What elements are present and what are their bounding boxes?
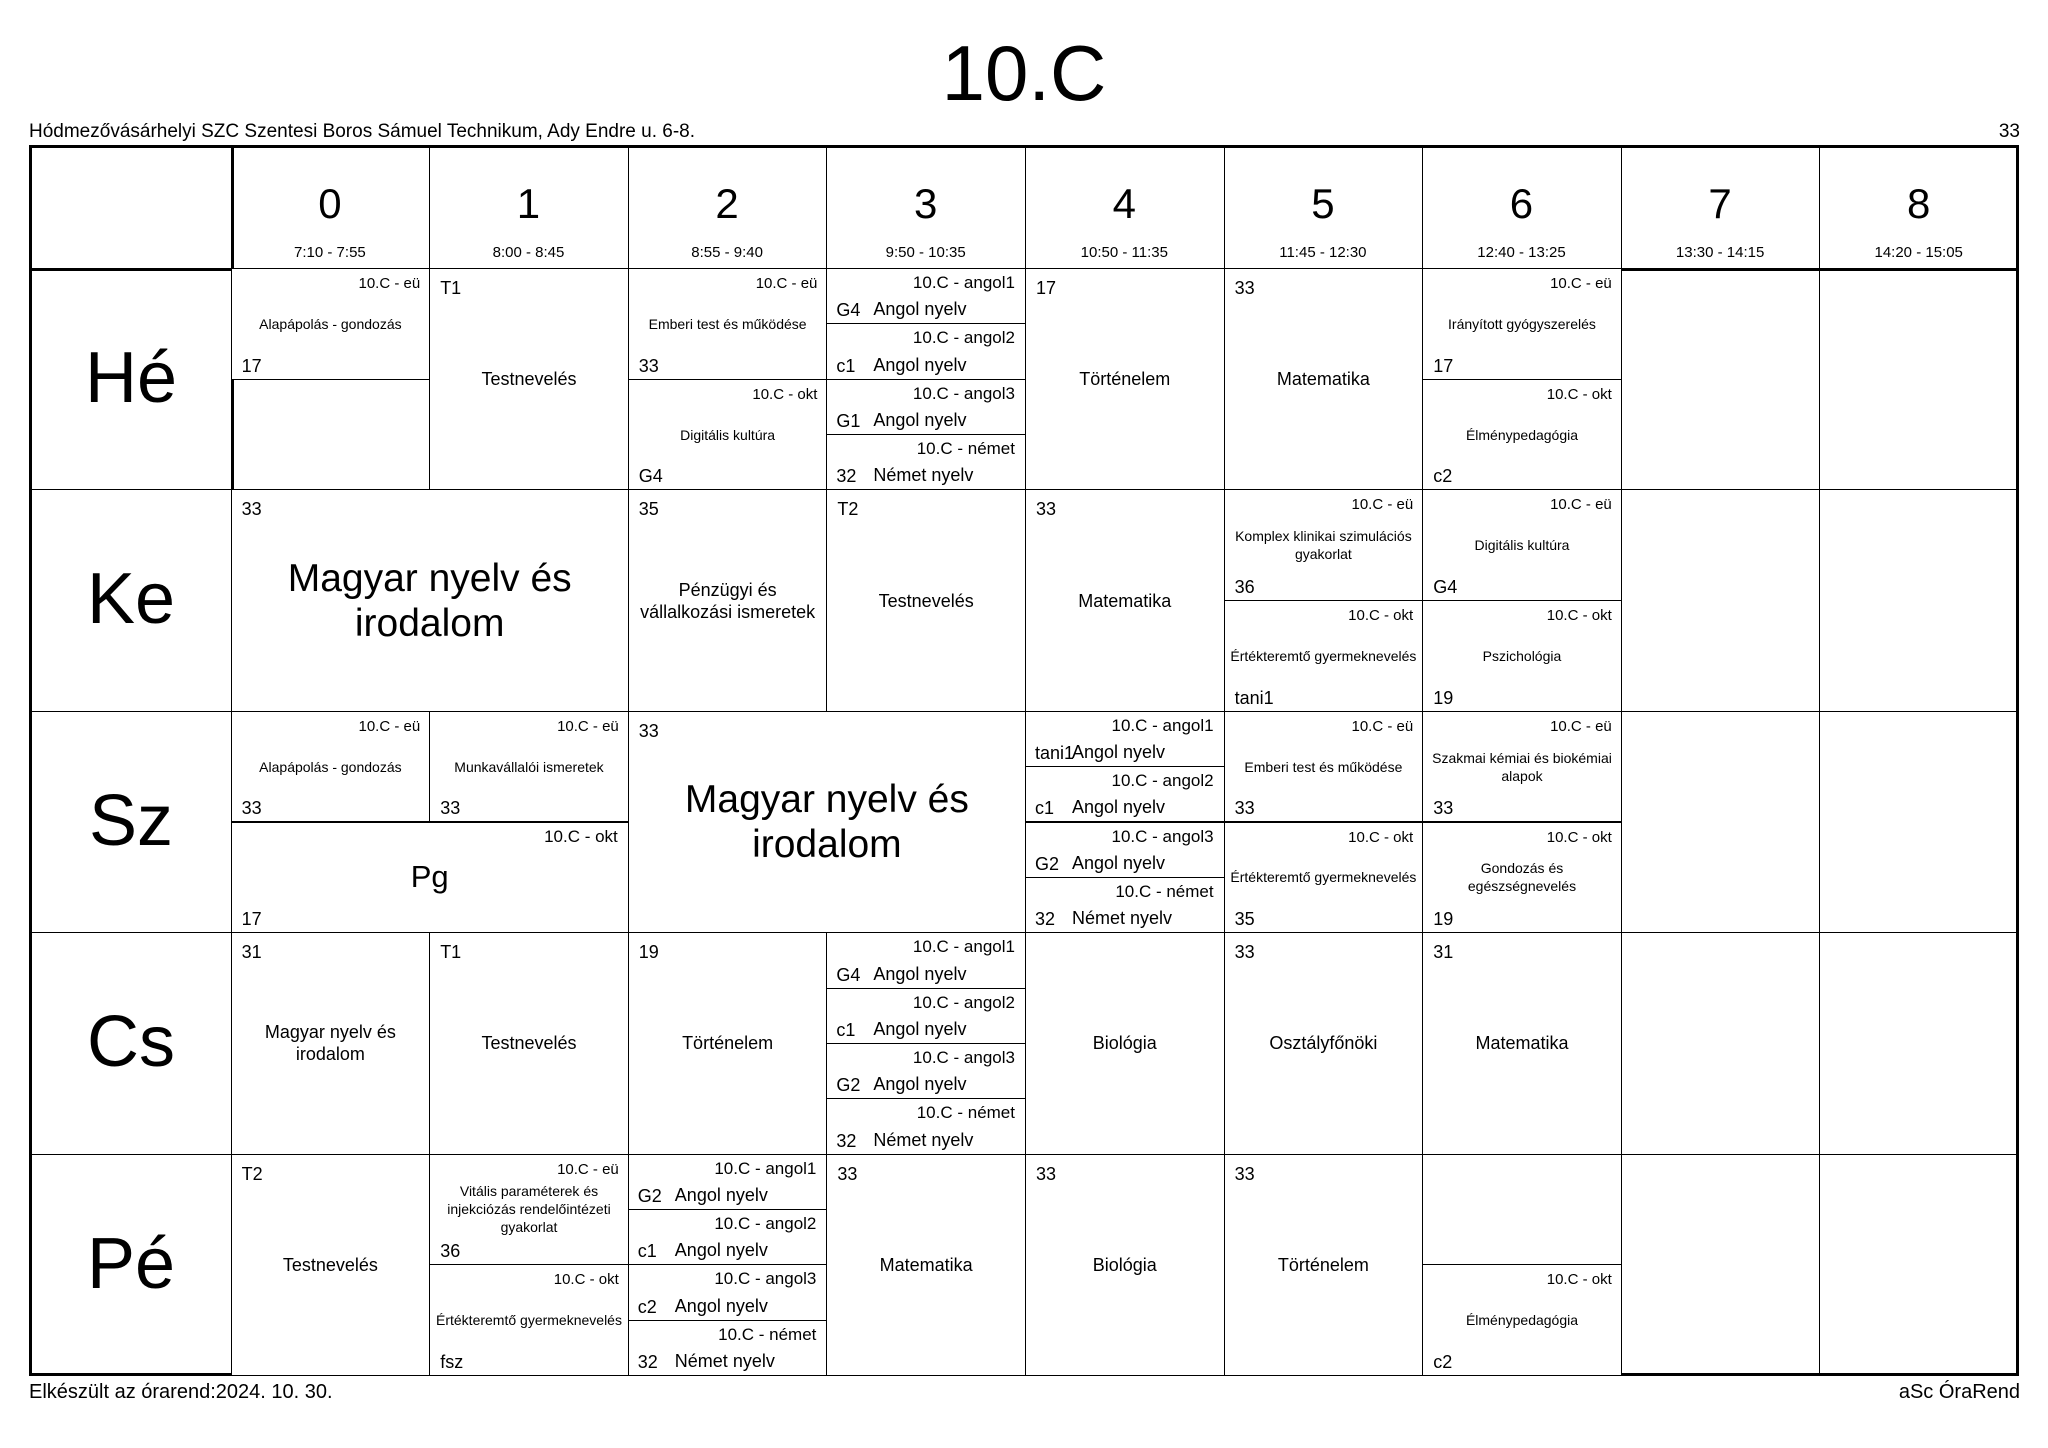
day-label: Sz [88, 780, 174, 861]
period-number: 6 [1509, 180, 1534, 227]
lesson-cell [1025, 932, 1225, 1154]
period-time: 9:50 - 10:35 [885, 244, 966, 261]
lesson-cell [1224, 489, 1424, 601]
lesson-subject: Angol nyelv [1072, 797, 1166, 818]
lesson-room: 32 [836, 466, 857, 487]
lesson-room: 33 [1433, 798, 1454, 819]
lesson-subject: Angol nyelv [873, 354, 967, 375]
lesson-cell [1025, 1154, 1225, 1376]
lesson-cell [826, 1154, 1026, 1376]
lesson-cell [1025, 268, 1225, 490]
period-number: 5 [1311, 180, 1335, 227]
lesson-cell [628, 1264, 828, 1320]
lesson-subject: Értékteremtő gyermeknevelés [1230, 647, 1417, 664]
lesson-subject: Matematika [879, 1254, 973, 1275]
lesson-cell [1422, 379, 1622, 491]
lesson-subject: Élménypedagógia [1465, 1312, 1579, 1329]
lesson-cell [1025, 711, 1225, 767]
lesson-cell [429, 711, 629, 823]
school-name: Hódmezővásárhelyi SZC Szentesi Boros Sámuel Technikum, Ady Endre u. 6-8. [29, 121, 696, 142]
lesson-subject: Digitális kultúra [680, 426, 776, 443]
lesson-group: 10.C - német [718, 1324, 817, 1344]
day-label: Hé [84, 338, 178, 418]
period-number: 7 [1708, 180, 1732, 227]
lesson-cell [1224, 822, 1424, 934]
period-time: 7:10 - 7:55 [294, 244, 366, 261]
lesson-subject: Irányított gyógyszerelés [1448, 315, 1596, 332]
period-header [628, 148, 827, 268]
lesson-group: 10.C - okt [1546, 828, 1612, 846]
lesson-cell [826, 1098, 1026, 1154]
period-header [1422, 148, 1621, 268]
period-time: 13:30 - 14:15 [1675, 244, 1765, 261]
lesson-subject: Testnevelés [481, 369, 577, 390]
lesson-room: c2 [1433, 1351, 1453, 1372]
lesson-room: 33 [638, 355, 659, 376]
lesson-subject: Angol nyelv [674, 1295, 768, 1316]
lesson-room: G2 [637, 1185, 662, 1206]
lesson-cell [628, 489, 828, 711]
lesson-cell [231, 268, 431, 380]
lesson-group: 10.C - német [916, 1103, 1015, 1123]
lesson-room: 33 [1234, 942, 1255, 963]
lesson-room: T1 [440, 278, 462, 298]
lesson-group: 10.C - eü [1550, 275, 1612, 292]
period-time: 8:00 - 8:45 [492, 244, 565, 261]
lesson-room: 33 [1234, 1163, 1255, 1184]
lesson-subject: Alapápolás - gondozás [259, 758, 402, 775]
lesson-cell [429, 268, 629, 490]
lesson-subject: Biológia [1092, 1254, 1157, 1275]
lesson-room: 17 [1433, 355, 1454, 376]
period-number: 1 [516, 180, 541, 227]
lesson-group: 10.C - német [1115, 881, 1214, 901]
period-number: 2 [715, 180, 739, 227]
lesson-cell [1422, 1264, 1622, 1376]
lesson-group: 10.C - angol1 [714, 1158, 817, 1178]
day-label: Ke [86, 559, 176, 640]
lesson-room: 32 [637, 1351, 658, 1372]
lesson-group: 10.C - okt [544, 826, 618, 846]
home-room-number: 33 [1998, 121, 2020, 142]
lesson-cell [628, 1320, 828, 1376]
lesson-cell [628, 379, 828, 491]
lesson-subject: Komplex klinikai szimulációs gyakorlat [1235, 528, 1412, 563]
period-number: 8 [1907, 180, 1931, 227]
lesson-room: T2 [837, 499, 859, 520]
lesson-subject: Történelem [1277, 1254, 1369, 1275]
lesson-group: 10.C - eü [1550, 496, 1612, 514]
lesson-room: 36 [1234, 577, 1255, 598]
lesson-subject: Angol nyelv [1072, 742, 1166, 763]
lesson-cell [1224, 932, 1424, 1154]
lesson-group: 10.C - német [916, 439, 1015, 459]
lesson-subject: Gondozás és egészségnevelés [1467, 860, 1577, 895]
lesson-subject: Élménypedagógia [1465, 426, 1579, 443]
lesson-room: 33 [440, 798, 461, 819]
lesson-subject: Angol nyelv [873, 299, 967, 320]
lesson-subject: Magyar nyelv és irodalom [287, 556, 572, 645]
lesson-room: G2 [1035, 853, 1060, 874]
lesson-subject: Angol nyelv [873, 410, 967, 431]
lesson-subject: Német nyelv [873, 1129, 974, 1150]
lesson-group: 10.C - angol1 [1111, 715, 1214, 735]
lesson-cell [429, 1264, 629, 1376]
lesson-cell [429, 1154, 629, 1266]
lesson-room: T1 [440, 942, 462, 963]
lesson-cell [1224, 1154, 1424, 1376]
lesson-group: 10.C - okt [752, 385, 818, 403]
lesson-cell [1422, 489, 1622, 601]
lesson-subject: Pénzügyi és vállalkozási ismeretek [640, 579, 816, 622]
lesson-room: 36 [440, 1241, 461, 1262]
lesson-group: 10.C - okt [1546, 607, 1612, 625]
lesson-room: 33 [1234, 798, 1255, 819]
lesson-cell [429, 932, 629, 1154]
lesson-room: c1 [836, 355, 856, 376]
lesson-room: tani1 [1035, 743, 1075, 764]
period-time: 14:20 - 15:05 [1874, 244, 1963, 261]
period-number: 4 [1112, 180, 1136, 227]
lesson-cell [826, 379, 1026, 435]
lesson-room: c1 [637, 1241, 657, 1262]
lesson-room: 33 [638, 720, 659, 741]
lesson-room: c1 [836, 1019, 856, 1040]
lesson-subject: Alapápolás - gondozás [259, 315, 402, 332]
lesson-cell [826, 489, 1026, 711]
lesson-subject: Testnevelés [878, 590, 974, 611]
lesson-cell [1422, 822, 1622, 934]
lesson-cell [826, 932, 1026, 988]
lesson-subject: Angol nyelv [873, 1018, 967, 1039]
created-date: Elkészült az órarend:2024. 10. 30. [29, 1381, 333, 1403]
lesson-room: 19 [1433, 687, 1454, 708]
lesson-cell [1025, 489, 1225, 711]
lesson-room: 17 [241, 909, 262, 930]
lesson-group: 10.C - eü [557, 717, 619, 735]
lesson-cell [231, 1154, 431, 1376]
lesson-group: 10.C - angol3 [912, 1047, 1015, 1067]
lesson-cell [231, 711, 431, 823]
lesson-room: 33 [241, 798, 262, 819]
timetable-grid [29, 145, 2019, 1376]
period-header [1621, 148, 1820, 268]
lesson-cell [826, 1043, 1026, 1099]
lesson-group: 10.C - angol2 [1111, 771, 1214, 791]
timetable-title: 10.C [941, 29, 1107, 117]
lesson-subject: Angol nyelv [674, 1240, 768, 1261]
lesson-room: c1 [1035, 798, 1055, 819]
lesson-room: G4 [836, 300, 861, 321]
period-time: 11:45 - 12:30 [1279, 244, 1367, 261]
lesson-group: 10.C - eü [358, 717, 421, 735]
lesson-room: G4 [836, 964, 861, 985]
lesson-group: 10.C - angol2 [912, 992, 1015, 1012]
lesson-room: 32 [836, 1130, 857, 1151]
lesson-group: 10.C - okt [1546, 385, 1612, 403]
lesson-group: 10.C - okt [1348, 828, 1414, 846]
lesson-subject: Matematika [1475, 1033, 1569, 1054]
lesson-group: 10.C - angol3 [1111, 826, 1214, 846]
lesson-room: 17 [1036, 278, 1057, 298]
lesson-cell [628, 1154, 828, 1210]
lesson-room: 35 [638, 499, 659, 520]
lesson-group: 10.C - okt [1546, 1271, 1612, 1289]
lesson-group: 10.C - eü [755, 275, 818, 292]
lesson-cell [826, 434, 1026, 490]
lesson-subject: Biológia [1092, 1033, 1157, 1054]
lesson-room: 31 [1433, 942, 1454, 963]
lesson-subject: Német nyelv [1072, 908, 1173, 929]
lesson-cell [628, 268, 828, 380]
period-header [429, 148, 628, 268]
period-header [1819, 148, 2018, 268]
lesson-group: 10.C - eü [557, 1160, 619, 1178]
lesson-group: 10.C - angol3 [714, 1269, 817, 1289]
lesson-room: G4 [1433, 577, 1458, 598]
lesson-cell [628, 1209, 828, 1265]
lesson-group: 10.C - eü [1351, 496, 1414, 514]
lesson-subject: Emberi test és működése [1244, 758, 1403, 775]
lesson-room: 33 [1036, 1163, 1057, 1184]
lesson-subject: Történelem [1079, 369, 1171, 390]
lesson-cell [826, 323, 1026, 379]
lesson-subject: Testnevelés [481, 1033, 577, 1054]
period-header [826, 148, 1025, 268]
lesson-cell [628, 932, 828, 1154]
lesson-subject: Matematika [1078, 590, 1172, 611]
lesson-cell [1025, 877, 1225, 933]
lesson-cell [1422, 268, 1622, 380]
lesson-cell [231, 489, 629, 711]
lesson-subject: Értékteremtő gyermeknevelés [436, 1312, 622, 1329]
lesson-subject: Digitális kultúra [1474, 537, 1570, 554]
lesson-subject: Magyar nyelv és irodalom [684, 777, 969, 866]
lesson-subject: Történelem [682, 1033, 774, 1054]
lesson-room: 19 [638, 942, 659, 963]
lesson-subject: Német nyelv [674, 1350, 775, 1371]
lesson-subject: Matematika [1276, 369, 1370, 390]
lesson-subject: Magyar nyelv és irodalom [264, 1022, 396, 1065]
lesson-subject: Pg [410, 859, 449, 895]
lesson-cell [1422, 711, 1622, 823]
lesson-group: 10.C - eü [1550, 717, 1612, 735]
lesson-cell [231, 822, 629, 934]
lesson-group: 10.C - eü [358, 275, 421, 292]
period-time: 10:50 - 11:35 [1080, 244, 1168, 261]
lesson-cell [826, 988, 1026, 1044]
period-header [231, 148, 430, 268]
lesson-room: 33 [1036, 499, 1057, 520]
period-time: 8:55 - 9:40 [691, 244, 763, 261]
lesson-room: 17 [241, 355, 262, 376]
period-header [1025, 148, 1224, 268]
lesson-group: 10.C - angol2 [912, 328, 1015, 348]
lesson-cell [1224, 600, 1424, 712]
lesson-room: G2 [836, 1075, 861, 1096]
lesson-subject: Angol nyelv [674, 1184, 768, 1205]
lesson-cell [1422, 600, 1622, 712]
lesson-group: 10.C - angol3 [912, 383, 1015, 403]
lesson-subject: Német nyelv [873, 465, 974, 486]
lesson-room: 35 [1234, 909, 1255, 930]
lesson-subject: Angol nyelv [873, 1074, 967, 1095]
lesson-group: 10.C - angol1 [912, 937, 1015, 957]
lesson-cell [1422, 932, 1622, 1154]
lesson-room: 31 [241, 942, 262, 963]
period-time: 12:40 - 13:25 [1477, 244, 1566, 261]
lesson-group: 10.C - okt [1348, 607, 1414, 625]
period-number: 0 [318, 180, 342, 227]
lesson-room: fsz [440, 1351, 464, 1372]
grid-column-line [1819, 148, 1820, 1373]
lesson-subject: Értékteremtő gyermeknevelés [1230, 869, 1417, 886]
lesson-subject: Testnevelés [282, 1254, 378, 1275]
lesson-group: 10.C - angol2 [714, 1213, 817, 1233]
lesson-group: 10.C - eü [1351, 717, 1414, 735]
lesson-subject: Munkavállalói ismeretek [454, 758, 604, 775]
lesson-room: T2 [241, 1163, 263, 1184]
lesson-room: 32 [1035, 909, 1056, 930]
lesson-cell [826, 268, 1026, 324]
lesson-room: 19 [1433, 909, 1454, 930]
lesson-subject: Vitális paraméterek és injekciózás rendelőintézeti gyakorlat [447, 1183, 611, 1236]
lesson-room: tani1 [1234, 687, 1274, 708]
lesson-room: G4 [638, 466, 663, 487]
lesson-subject: Osztályfőnöki [1269, 1033, 1378, 1054]
lesson-cell [1025, 822, 1225, 878]
lesson-room: G1 [836, 411, 861, 432]
lesson-cell [231, 932, 431, 1154]
lesson-group: 10.C - okt [553, 1271, 619, 1289]
lesson-cell [1224, 711, 1424, 823]
lesson-room: 33 [241, 499, 262, 520]
period-number: 3 [914, 180, 938, 227]
lesson-room: c2 [637, 1296, 657, 1317]
day-label: Pé [86, 1223, 176, 1304]
lesson-subject: Szakmai kémiai és biokémiai alapok [1432, 749, 1612, 784]
period-header [1224, 148, 1423, 268]
lesson-room: 33 [1234, 278, 1255, 298]
lesson-subject: Pszichológia [1482, 647, 1562, 664]
software-credit: aSc ÓraRend [1898, 1381, 2020, 1403]
lesson-cell [628, 711, 1026, 933]
lesson-subject: Angol nyelv [1072, 852, 1166, 873]
lesson-room: c2 [1433, 466, 1453, 487]
lesson-room: 33 [837, 1163, 858, 1184]
lesson-subject: Angol nyelv [873, 963, 967, 984]
lesson-cell [1025, 766, 1225, 822]
lesson-cell [1224, 268, 1424, 490]
lesson-group: 10.C - angol1 [912, 273, 1015, 292]
lesson-subject: Emberi test és működése [648, 315, 807, 332]
day-label: Cs [87, 1002, 175, 1083]
